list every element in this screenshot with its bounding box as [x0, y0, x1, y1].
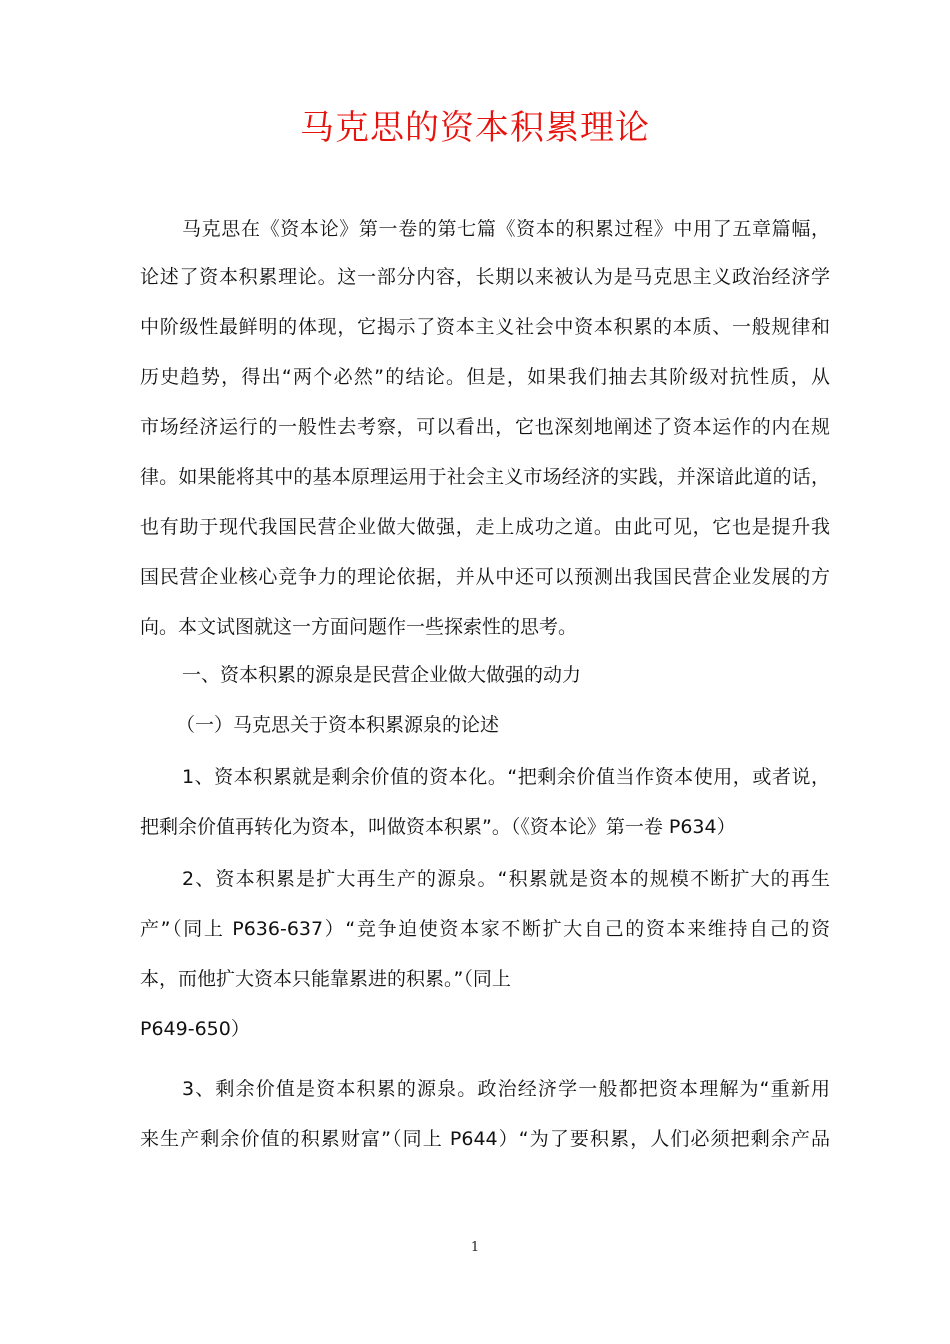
text-line: 马克思在《资本论》第一卷的第七篇《资本的积累过程》中用了五章篇幅，: [182, 218, 830, 240]
text-line: 2、资本积累是扩大再生产的源泉。“积累就是资本的规模不断扩大的再生: [182, 868, 830, 890]
text-line: 产”（同上 P636-637）“竞争迫使资本家不断扩大自己的资本来维持自己的资: [140, 918, 830, 940]
text-line: 向。本文试图就这一方面问题作一些探索性的思考。: [140, 616, 578, 638]
text-line: 国民营企业核心竞争力的理论依据，并从中还可以预测出我国民营企业发展的方: [140, 566, 830, 588]
section-heading: 一、资本积累的源泉是民营企业做大做强的动力: [182, 664, 582, 686]
text-line: 律。如果能将其中的基本原理运用于社会主义市场经济的实践，并深谙此道的话，: [140, 466, 830, 488]
text-line: 本，而他扩大资本只能靠累进的积累。”（同上: [140, 968, 511, 990]
text-line: 3、剩余价值是资本积累的源泉。政治经济学一般都把资本理解为“重新用: [182, 1078, 830, 1100]
text-line: 中阶级性最鲜明的体现，它揭示了资本主义社会中资本积累的本质、一般规律和: [140, 316, 830, 338]
text-line: 1、资本积累就是剩余价值的资本化。“把剩余价值当作资本使用，或者说，: [182, 766, 830, 788]
subsection-heading: （一）马克思关于资本积累源泉的论述: [176, 714, 500, 736]
document-title: 马克思的资本积累理论: [300, 108, 650, 148]
text-line: 论述了资本积累理论。这一部分内容，长期以来被认为是马克思主义政治经济学: [140, 266, 830, 288]
text-line: 来生产剩余价值的积累财富”（同上 P644）“为了要积累，人们必须把剩余产品: [140, 1128, 830, 1150]
page-number: 1: [470, 1240, 480, 1255]
text-line: P649-650）: [140, 1018, 250, 1040]
text-line: 也有助于现代我国民营企业做大做强，走上成功之道。由此可见，它也是提升我: [140, 516, 830, 538]
text-line: 把剩余价值再转化为资本，叫做资本积累”。（《资本论》第一卷 P634）: [140, 816, 736, 838]
text-line: 历史趋势，得出“两个必然”的结论。但是，如果我们抽去其阶级对抗性质，从: [140, 366, 830, 388]
text-line: 市场经济运行的一般性去考察，可以看出，它也深刻地阐述了资本运作的内在规: [140, 416, 830, 438]
